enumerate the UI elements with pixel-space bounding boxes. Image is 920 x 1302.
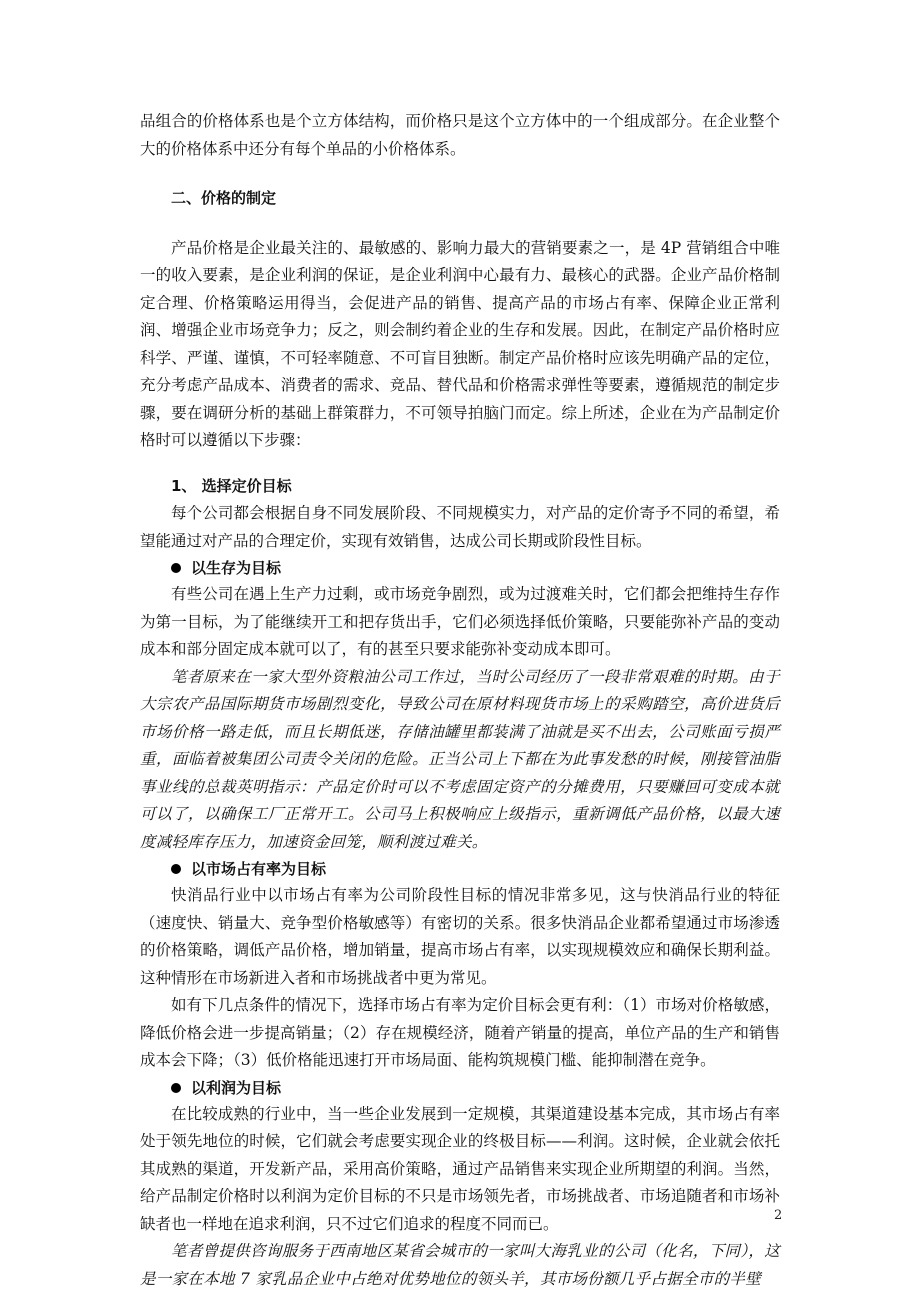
step-1-title: 1、 选择定价目标 bbox=[171, 476, 292, 495]
bullet-profit-title: 以利润为目标 bbox=[191, 1078, 282, 1097]
bullet-market-share-body: 快消品行业中以市场占有率为公司阶段性目标的情况非常多见，这与快消品行业的特征（速度快、销量大、竞争型价格敏感等）有密切的关系。很多快消品企业都希望通过市场渗透的价格策略，调低产品价格，增加销量，提高市场占有率，以实现规模效应和确保长期利益。这种情形在市场新进入者和市场挑战者中更为常见。 bbox=[140, 886, 780, 987]
bullet-dot-icon bbox=[171, 563, 181, 573]
document-body bbox=[140, 108, 783, 1293]
bullet-profit-body: 在比较成熟的行业中，当一些企业发展到一定规模，其渠道建设基本完成，其市场占有率处于领先地位的时候，它们就会考虑要实现企业的终极目标——利润。这时候，企业就会依托其成熟的渠道，开发新产品，采用高价策略，通过产品销售来实现企业所期望的利润。当然，给产品制定价格时以利润为定价目标的不只是市场领先者，市场挑战者、市场追随者和市场补缺者也一样地在追求利润，只不过它们追求的程度不同而已。 bbox=[140, 1104, 780, 1233]
bullet-survival-title: 以生存为目标 bbox=[191, 559, 282, 577]
bullet-profit-heading bbox=[140, 1075, 780, 1101]
spacer bbox=[140, 213, 780, 235]
bullet-market-share-heading bbox=[140, 856, 780, 882]
bullet-profit-example: 笔者曾提供咨询服务于西南地区某省会城市的一家叫大海乳业的公司（化名，下同），这是一家在本地 7 家乳品企业中占绝对优势地位的领头羊，其市场份额几乎占据全市的半壁 bbox=[140, 1242, 780, 1288]
bullet-market-share-conditions: 如有下几点条件的情况下，选择市场占有率为定价目标会更有利：（1）市场对价格敏感，降低价格会进一步提高销量；（2）存在规模经济，随着产销量的提高，单位产品的生产和销售成本会下降；（3）低价格能迅速打开市场局面、能构筑规模门槛、能抑制潜在竞争。 bbox=[140, 996, 780, 1069]
bullet-survival-example: 笔者原来在一家大型外资粮油公司工作过，当时公司经历了一段非常艰难的时期。由于大宗农产品国际期货市场剧烈变化，导致公司在原材料现货市场上的采购踏空，高价进货后市场价格一路走低，而且长期低迷，存储油罐里都装满了油就是买不出去，公司账面亏损严重，面临着被集团公司责令关闭的危险。正当公司上下都在为此事发愁的时候，刚接管油脂事业线的总裁英明指示：产品定价时可以不考虑固定资产的分摊费用，只要赚回可变成本就可以了，以确保工厂正常开工。公司马上积极响应上级指示，重新调低产品价格，以最大速度减轻库存压力，加速资金回笼，顺利渡过难关。 bbox=[140, 667, 780, 851]
bullet-dot-icon bbox=[171, 864, 181, 874]
section-title: 二、价格的制定 bbox=[171, 189, 277, 207]
bullet-dot-icon bbox=[171, 1083, 181, 1093]
spacer bbox=[140, 455, 780, 473]
page-number: 2 bbox=[774, 1208, 783, 1223]
section-body-paragraph: 产品价格是企业最关注的、最敏感的、影响力最大的营销要素之一，是 4P 营销组合中唯一的收入要素，是企业利润的保证，是企业利润中心最有力、最核心的武器。企业产品价格制定合理、价格策略运用得当，会促进产品的销售、提高产品的市场占有率、保障企业正常利润、增强企业市场竞争力；反之，则会制约着企业的生存和发展。因此，在制定产品价格时应科学、严谨、谨慎，不可轻率随意、不可盲目独断。制定产品价格时应该先明确产品的定位，充分考虑产品成本、消费者的需求、竞品、替代品和价格需求弹性等要素，遵循规范的制定步骤，要在调研分析的基础上群策群力，不可领导拍脑门而定。综上所述，企业在为产品制定价格时可以遵循以下步骤： bbox=[140, 238, 780, 449]
bullet-survival-body: 有些公司在遇上生产力过剩，或市场竞争剧烈，或为过渡难关时，它们都会把维持生存作为第一目标，为了能继续开工和把存货出手，它们必须选择低价策略，只要能弥补产品的变动成本和部分固定成本就可以了，有的甚至只要求能弥补变动成本即可。 bbox=[140, 585, 780, 658]
intro-paragraph: 品组合的价格体系也是个立方体结构，而价格只是这个立方体中的一个组成部分。在企业整个大的价格体系中还分有每个单品的小价格体系。 bbox=[140, 112, 780, 158]
bullet-survival-heading bbox=[140, 555, 780, 581]
bullet-market-share-title: 以市场占有率为目标 bbox=[191, 860, 327, 878]
spacer bbox=[140, 163, 780, 185]
step-1-body: 每个公司都会根据自身不同发展阶段、不同规模实力，对产品的定价寄予不同的希望，希望能通过对产品的合理定价，实现有效销售，达成公司长期或阶段性目标。 bbox=[140, 504, 780, 550]
